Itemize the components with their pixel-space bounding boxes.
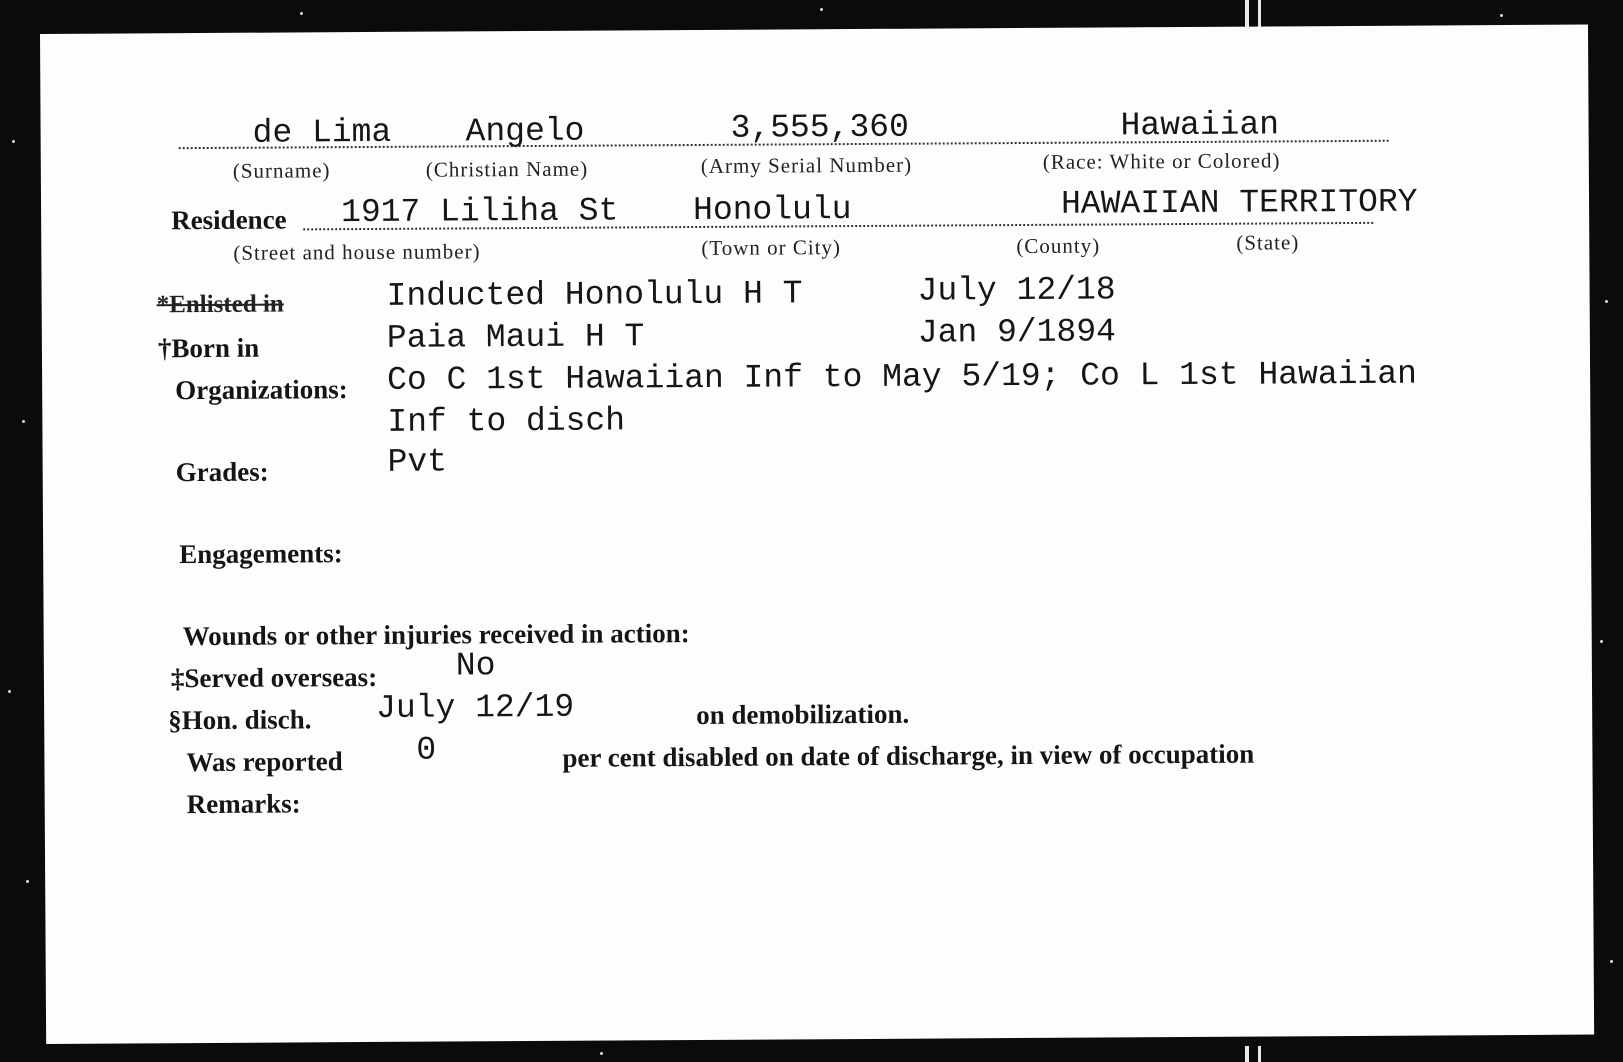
scan-speck — [1610, 960, 1613, 963]
wounds-label: Wounds or other injuries received in action: — [182, 618, 690, 652]
scan-speck — [1600, 640, 1603, 643]
scan-speck — [12, 140, 15, 143]
born-place-value: Paia Maui H T — [386, 318, 645, 357]
served-overseas-label: ‡Served overseas: — [170, 661, 378, 694]
residence-state-value: HAWAIIAN TERRITORY — [1060, 183, 1418, 223]
caption-christian-name: (Christian Name) — [425, 156, 589, 182]
remarks-label: Remarks: — [186, 788, 301, 820]
serial-number-value: 3,555,360 — [730, 108, 909, 147]
enlisted-label: *Enlisted in — [156, 290, 284, 319]
born-label: †Born in — [157, 332, 260, 364]
caption-street: (Street and house number) — [233, 239, 481, 265]
enlisted-place-value: Inducted Honolulu H T — [386, 275, 803, 315]
served-overseas-value: No — [455, 647, 496, 685]
service-record-card — [40, 25, 1594, 1044]
scan-edge-line — [1245, 1046, 1249, 1062]
scan-speck — [820, 8, 823, 11]
organizations-line2-value: Inf to disch — [387, 402, 626, 441]
residence-label: Residence — [171, 204, 287, 236]
surname-value: de Lima — [252, 113, 392, 152]
disability-label: Was reported — [186, 746, 343, 778]
caption-state: (State) — [1236, 230, 1300, 255]
discharge-suffix: on demobilization. — [696, 698, 910, 731]
enlisted-date-value: July 12/18 — [917, 271, 1116, 310]
scan-edge-line — [1258, 1046, 1261, 1062]
grades-label: Grades: — [175, 456, 269, 488]
engagements-label: Engagements: — [179, 538, 343, 570]
discharge-label: §Hon. disch. — [168, 704, 312, 736]
discharge-date-value: July 12/19 — [376, 688, 575, 727]
christian-name-value: Angelo — [465, 112, 585, 151]
scan-speck — [8, 690, 11, 693]
scan-speck — [1605, 300, 1608, 303]
residence-street-value: 1917 Liliha St — [340, 192, 619, 232]
scan-edge-line — [1245, 0, 1249, 30]
scan-edge-line — [1258, 0, 1261, 30]
caption-county: (County) — [1016, 233, 1101, 259]
scan-speck — [600, 1052, 603, 1055]
scan-speck — [300, 12, 303, 15]
residence-town-value: Honolulu — [692, 191, 852, 230]
disability-value: 0 — [416, 731, 437, 769]
caption-serial-number: (Army Serial Number) — [700, 152, 913, 178]
grades-value: Pvt — [387, 443, 448, 481]
scan-speck — [22, 420, 25, 423]
born-date-value: Jan 9/1894 — [917, 313, 1116, 352]
scan-speck — [26, 880, 29, 883]
scan-speck — [1500, 14, 1503, 17]
organizations-line1-value: Co C 1st Hawaiian Inf to May 5/19; Co L 1st Hawaiian — [387, 355, 1417, 399]
race-value: Hawaiian — [1120, 106, 1280, 145]
disability-suffix: per cent disabled on date of discharge, in view of occupation — [562, 738, 1255, 773]
organizations-label: Organizations: — [175, 374, 348, 406]
caption-town: (Town or City) — [701, 235, 842, 260]
caption-race: (Race: White or Colored) — [1042, 148, 1281, 174]
caption-surname: (Surname) — [232, 158, 331, 183]
